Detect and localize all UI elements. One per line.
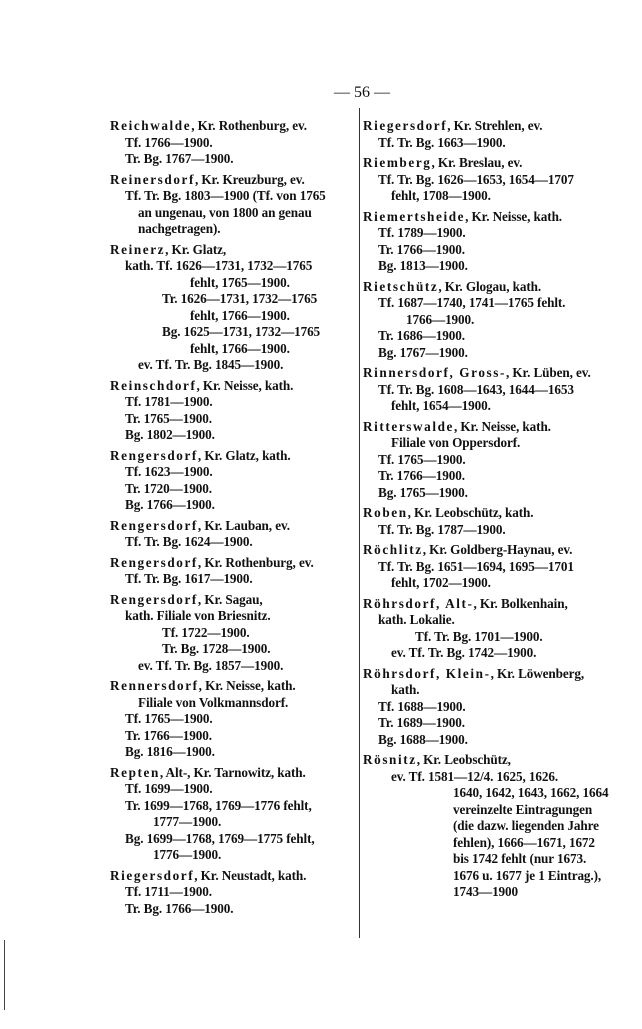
entry-heading <box>363 542 615 559</box>
entry-heading <box>363 752 615 769</box>
record-line: Bg. 1766—1900. <box>125 497 215 512</box>
entry <box>363 279 615 362</box>
place-name: Röhrsdorf, Klein- <box>363 665 491 681</box>
place-name: Röhrsdorf, Alt- <box>363 595 474 611</box>
record-line: Tr. 1720—1900. <box>125 480 212 496</box>
place-details: , Kr. Goldberg-Haynau, ev. <box>422 542 573 557</box>
place-details: , Kr. Glogau, kath. <box>438 278 542 294</box>
place-details: , Kr. Neisse, kath. <box>453 418 551 434</box>
record-line: kath. Lokalie. <box>378 612 455 627</box>
place-name: Reinerz <box>110 241 166 257</box>
right-column <box>363 118 615 901</box>
record-line: Bg. 1699—1768, 1769—1775 fehlt, <box>125 830 315 846</box>
record-line: Tr. Bg. 1767—1900. <box>125 151 234 166</box>
record-line: Bg. 1625—1731, 1732—1765 <box>162 324 321 339</box>
entry <box>363 155 615 205</box>
place-name: Riegersdorf <box>110 867 195 883</box>
entry <box>363 419 615 502</box>
record-line: Tr. 1689—1900. <box>378 715 465 730</box>
record-line: nachgetragen). <box>138 221 221 236</box>
record-line: ev. Tf. Tr. Bg. 1857—1900. <box>138 657 284 673</box>
entry <box>363 752 615 901</box>
entry-heading <box>110 172 362 189</box>
place-name: Rengersdorf <box>110 517 198 533</box>
record-line: Bg. 1816—1900. <box>125 744 215 759</box>
entry-heading <box>110 378 362 395</box>
entry <box>110 448 362 514</box>
record-line: Tr. Bg. 1766—1900. <box>125 900 234 916</box>
record-line: bis 1742 fehlt (nur 1673. <box>453 851 587 866</box>
record-line: Tf. Tr. Bg. 1624—1900. <box>125 534 253 549</box>
record-line: Tf. Tr. Bg. 1626—1653, 1654—1707 <box>378 171 574 187</box>
record-line: 1743—1900 <box>453 884 519 899</box>
record-line: Tr. 1766—1900. <box>378 241 465 257</box>
place-details: , Kr. Sagau, <box>197 591 263 607</box>
place-details: , Alt-, Kr. Tarnowitz, kath. <box>159 764 306 780</box>
entry-heading <box>110 518 362 535</box>
place-name: Reinschdorf <box>110 377 197 393</box>
entry-heading <box>110 592 362 609</box>
entry-heading <box>363 155 615 172</box>
entry <box>363 209 615 275</box>
record-line: Filiale von Volkmannsdorf. <box>138 694 289 710</box>
record-line: Tr. 1626—1731, 1732—1765 <box>162 291 318 306</box>
place-details: , Kr. Kreuzburg, ev. <box>195 171 305 187</box>
record-line: Tf. 1722—1900. <box>162 624 250 640</box>
place-name: Roben <box>363 505 408 520</box>
entry-heading <box>363 505 615 522</box>
record-line: Tf. Tr. Bg. 1803—1900 (Tf. von 1765 <box>125 188 326 203</box>
left-column <box>110 118 362 917</box>
scan-edge-mark <box>4 940 5 1010</box>
place-name: Repten <box>110 764 160 780</box>
record-line: 1640, 1642, 1643, 1662, 1664 <box>453 785 609 800</box>
record-line: Bg. 1802—1900. <box>125 427 215 442</box>
entry <box>110 678 362 761</box>
record-line: Tf. 1687—1740, 1741—1765 fehlt. <box>378 295 566 310</box>
page-number: — 56 — <box>334 84 390 101</box>
record-line: fehlt, 1765—1900. <box>190 274 290 290</box>
entry <box>110 868 362 918</box>
record-line: Tf. 1766—1900. <box>125 134 213 150</box>
place-details: , Kr. Strehlen, ev. <box>447 118 543 133</box>
entry-heading <box>110 678 362 695</box>
place-details: , Kr. Lüben, ev. <box>505 365 591 380</box>
place-name: Riemertsheide <box>363 208 466 224</box>
place-details: , Kr. Neisse, kath. <box>196 377 294 393</box>
record-line: fehlt, 1654—1900. <box>391 398 491 413</box>
entry-heading <box>363 279 615 296</box>
record-line: ev. Tf. 1581—12/4. 1625, 1626. <box>391 768 559 784</box>
entry <box>110 172 362 238</box>
place-details: , Kr. Neustadt, kath. <box>194 867 307 883</box>
place-name: Rengersdorf <box>110 591 198 607</box>
entry <box>110 555 362 588</box>
entry-heading <box>363 596 615 613</box>
entry <box>363 365 615 415</box>
record-line: Bg. 1688—1900. <box>378 731 468 747</box>
record-line: Filiale von Oppersdorf. <box>391 435 521 450</box>
entry <box>363 118 615 151</box>
record-line: Bg. 1767—1900. <box>378 344 468 360</box>
record-line: ev. Tf. Tr. Bg. 1845—1900. <box>138 357 284 372</box>
record-line: Tf. 1765—1900. <box>378 451 466 467</box>
record-line: Tf. Tr. Bg. 1663—1900. <box>378 134 506 150</box>
entry-heading <box>110 868 362 885</box>
record-line: Tf. Tr. Bg. 1701—1900. <box>415 628 543 644</box>
entry <box>110 765 362 864</box>
place-details: , Kr. Rothenburg, ev. <box>197 554 314 570</box>
entry <box>110 242 362 374</box>
record-line: fehlt, 1708—1900. <box>391 188 491 203</box>
record-line: Tr. 1699—1768, 1769—1776 fehlt, <box>125 797 312 813</box>
place-name: Riegersdorf <box>363 118 448 133</box>
entry-heading <box>110 118 362 135</box>
entry <box>363 505 615 538</box>
place-name: Röchlitz <box>363 542 423 557</box>
record-line: Tf. 1623—1900. <box>125 464 213 479</box>
place-name: Riemberg <box>363 155 432 170</box>
record-line: kath. Tf. 1626—1731, 1732—1765 <box>125 258 313 273</box>
record-line: Bg. 1765—1900. <box>378 484 468 500</box>
record-line: Tf. 1711—1900. <box>125 884 212 899</box>
record-line: Tf. 1688—1900. <box>378 698 466 714</box>
place-details: , Kr. Glatz, kath. <box>197 447 291 463</box>
entry-heading <box>110 765 362 782</box>
record-line: an ungenau, von 1800 an genau <box>138 204 312 220</box>
entry-heading <box>110 242 362 259</box>
record-line: Tr. 1766—1900. <box>378 468 465 483</box>
record-line: 1766—1900. <box>406 311 475 327</box>
place-details: , Kr. Leobschütz, <box>416 752 511 767</box>
record-line: 1777—1900. <box>153 814 222 829</box>
entry-heading <box>363 118 615 135</box>
record-line: fehlt, 1702—1900. <box>391 575 491 590</box>
place-details: , Kr. Lauban, ev. <box>197 517 290 533</box>
place-name: Rengersdorf <box>110 554 198 570</box>
record-line: ev. Tf. Tr. Bg. 1742—1900. <box>391 645 537 660</box>
place-details: , Kr. Breslau, ev. <box>431 155 523 170</box>
place-details: , Kr. Rothenburg, ev. <box>191 118 307 133</box>
place-name: Rengersdorf <box>110 447 198 463</box>
entry <box>110 118 362 168</box>
place-name: Rietschütz <box>363 278 439 294</box>
entry-heading <box>110 448 362 465</box>
record-line: kath. Filiale von Briesnitz. <box>125 608 271 623</box>
record-line: Tf. 1789—1900. <box>378 225 466 240</box>
place-details: , Kr. Bolkenhain, <box>473 595 568 611</box>
place-details: , Kr. Neisse, kath. <box>198 678 296 693</box>
record-line: Tr. Bg. 1728—1900. <box>162 641 271 656</box>
record-line: fehlt, 1766—1900. <box>190 307 290 323</box>
record-line: Tf. 1699—1900. <box>125 781 213 796</box>
record-line: fehlt, 1766—1900. <box>190 340 290 356</box>
place-name: Ritterswalde <box>363 418 454 434</box>
record-line: Tf. Tr. Bg. 1608—1643, 1644—1653 <box>378 381 574 397</box>
entry <box>363 596 615 662</box>
record-line: Tf. Tr. Bg. 1617—1900. <box>125 571 253 586</box>
entry-heading <box>110 555 362 572</box>
entry-heading <box>363 365 615 382</box>
record-line: kath. <box>391 682 420 697</box>
record-line: Tf. Tr. Bg. 1651—1694, 1695—1701 <box>378 558 574 574</box>
record-line: Tr. 1765—1900. <box>125 410 212 426</box>
place-name: Rösnitz <box>363 752 417 767</box>
entry <box>363 542 615 592</box>
record-line: (die dazw. liegenden Jahre <box>453 818 599 833</box>
place-details: , Kr. Löwenberg, <box>490 665 585 681</box>
entry <box>110 592 362 675</box>
entry-heading <box>363 419 615 436</box>
record-line: Bg. 1813—1900. <box>378 258 468 273</box>
place-name: Rennersdorf <box>110 678 199 693</box>
record-line: Tf. 1765—1900. <box>125 711 213 726</box>
record-line: fehlen), 1666—1671, 1672 <box>453 834 595 850</box>
entry-heading <box>363 209 615 226</box>
record-line: Tf. Tr. Bg. 1787—1900. <box>378 521 506 537</box>
place-details: , Kr. Glatz, <box>165 241 227 257</box>
record-line: 1776—1900. <box>153 847 222 862</box>
record-line: Tf. 1781—1900. <box>125 394 213 409</box>
entry-heading <box>363 666 615 683</box>
record-line: Tr. 1766—1900. <box>125 727 212 743</box>
place-details: , Kr. Leobschütz, kath. <box>407 505 534 520</box>
record-line: Tr. 1686—1900. <box>378 328 465 343</box>
entry <box>110 378 362 444</box>
entry <box>363 666 615 749</box>
record-line: vereinzelte Eintragungen <box>453 801 593 817</box>
record-line: 1676 u. 1677 je 1 Eintrag.), <box>453 867 602 883</box>
place-name: Reinersdorf <box>110 171 195 187</box>
place-details: , Kr. Neisse, kath. <box>465 208 562 224</box>
entry <box>110 518 362 551</box>
place-name: Rinnersdorf, Gross- <box>363 365 506 380</box>
place-name: Reichwalde <box>110 118 192 133</box>
